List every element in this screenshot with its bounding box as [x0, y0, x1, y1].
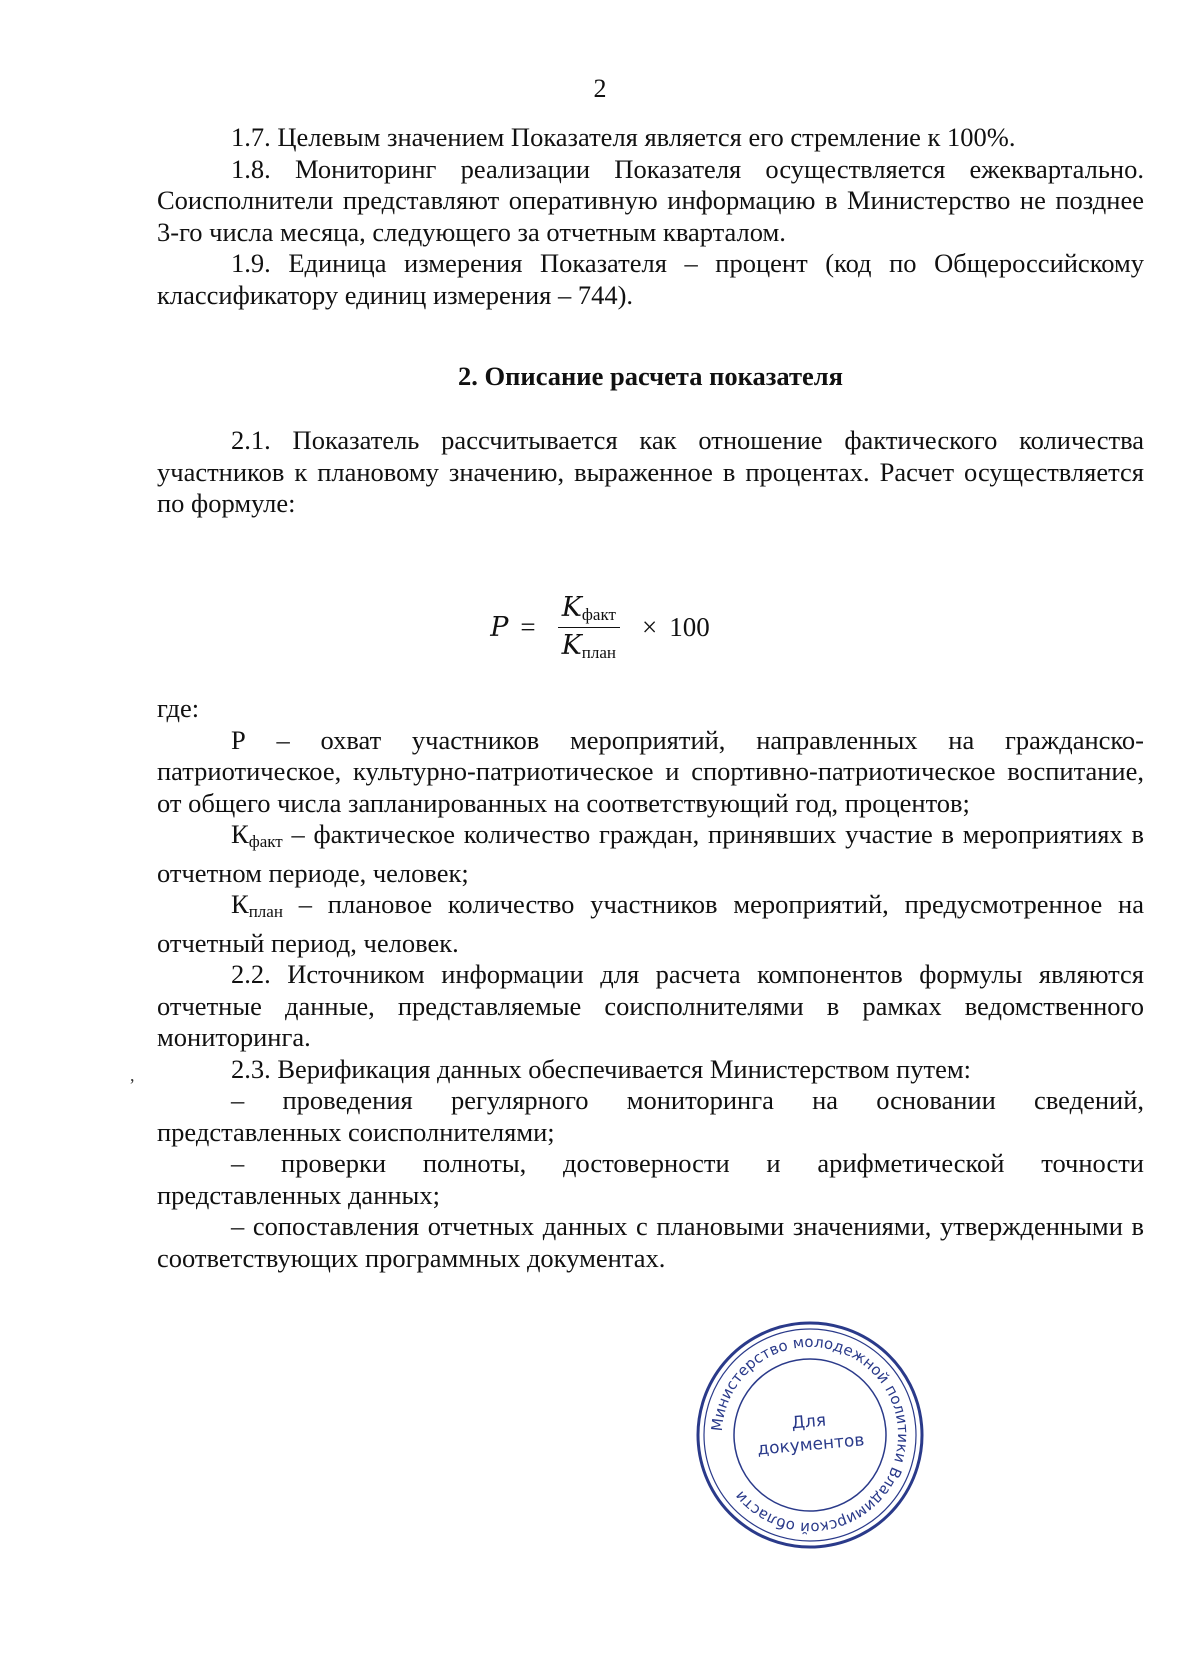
paragraph-2-2: 2.2. Источником информации для расчета компонентов формулы являются отчетные данные, представляемые соисполнителями в рамках ведомственного мониторинга. [157, 959, 1144, 1052]
kfakt-symbol: К [231, 819, 249, 849]
formula-denominator [558, 628, 620, 663]
section-2-heading-block [157, 361, 1144, 393]
stamp-ring-text: Министерство молодежной политики Владимирской области [707, 1332, 913, 1538]
numerator-var: K [561, 592, 582, 623]
formula-times: × [642, 612, 658, 642]
page-number: 2 [593, 74, 607, 103]
paragraph-2-1-block [157, 425, 1144, 520]
kplan-symbol: К [231, 889, 249, 919]
kplan-sub: план [248, 902, 283, 921]
formula-fraction [558, 592, 620, 663]
paragraph-2-3: 2.3. Верификация данных обеспечивается Министерством путем: [231, 1053, 972, 1084]
numerator-sub: факт [581, 605, 616, 624]
paragraph-1-9: 1.9. Единица измерения Показателя – процент (код по Общероссийскому классификатору единиц измерения – 744). [157, 248, 1144, 310]
paragraph-1-7: 1.7. Целевым значением Показателя является его стремление к 100%. [231, 122, 1016, 152]
denominator-var: K [561, 630, 582, 661]
paragraph-1-8: 1.8. Мониторинг реализации Показателя осуществляется ежеквартально. Соисполнители представляют оперативную информацию в Министерство не позднее 3-го числа месяца, следующего за отчетным кварталом. [157, 153, 1144, 247]
formula-multiplier: 100 [669, 612, 710, 642]
stamp-center-line-1: Для [790, 1410, 827, 1434]
list-item: – проведения регулярного мониторинга на основании сведений, представленных соисполнителями; [157, 1085, 1144, 1147]
formula-numerator [558, 592, 620, 628]
paragraph-2-1: 2.1. Показатель рассчитывается как отношение фактического количества участников к плановому значению, выраженное в процентах. Расчет осуществляется по формуле: [157, 425, 1144, 518]
where-label: где: [157, 693, 200, 723]
official-stamp [690, 1315, 930, 1555]
scan-mark: , [130, 1065, 135, 1085]
definition-kplan [157, 889, 1144, 959]
list-item: – проверки полноты, достоверности и арифметической точности представленных данных; [157, 1148, 1144, 1210]
denominator-sub: план [581, 643, 617, 662]
definition-p: Р – охват участников мероприятий, направленных на гражданско-патриотическое, культурно-патриотическое и спортивно-патриотическое воспитание, от общего числа запланированных на соответствующий год, процентов; [157, 724, 1144, 818]
formula-lhs: P [490, 612, 509, 643]
section-1-block [157, 122, 1144, 311]
kfakt-text: – фактическое количество граждан, принявших участие в мероприятиях в отчетном периоде, человек; [157, 819, 1144, 888]
definitions-block [157, 693, 1144, 1274]
list-item: – сопоставления отчетных данных с плановыми значениями, утвержденными в соответствующих программных документах. [157, 1211, 1144, 1273]
section-2-heading: 2. Описание расчета показателя [458, 361, 843, 391]
kplan-text: – плановое количество участников мероприятий, предусмотренное на отчетный период, человек. [157, 889, 1144, 958]
definition-kfakt [157, 819, 1144, 889]
kfakt-sub: факт [248, 832, 283, 851]
stamp-center-line-2: документов [756, 1430, 866, 1460]
formula-equals: = [520, 612, 536, 642]
formula [0, 592, 1200, 663]
